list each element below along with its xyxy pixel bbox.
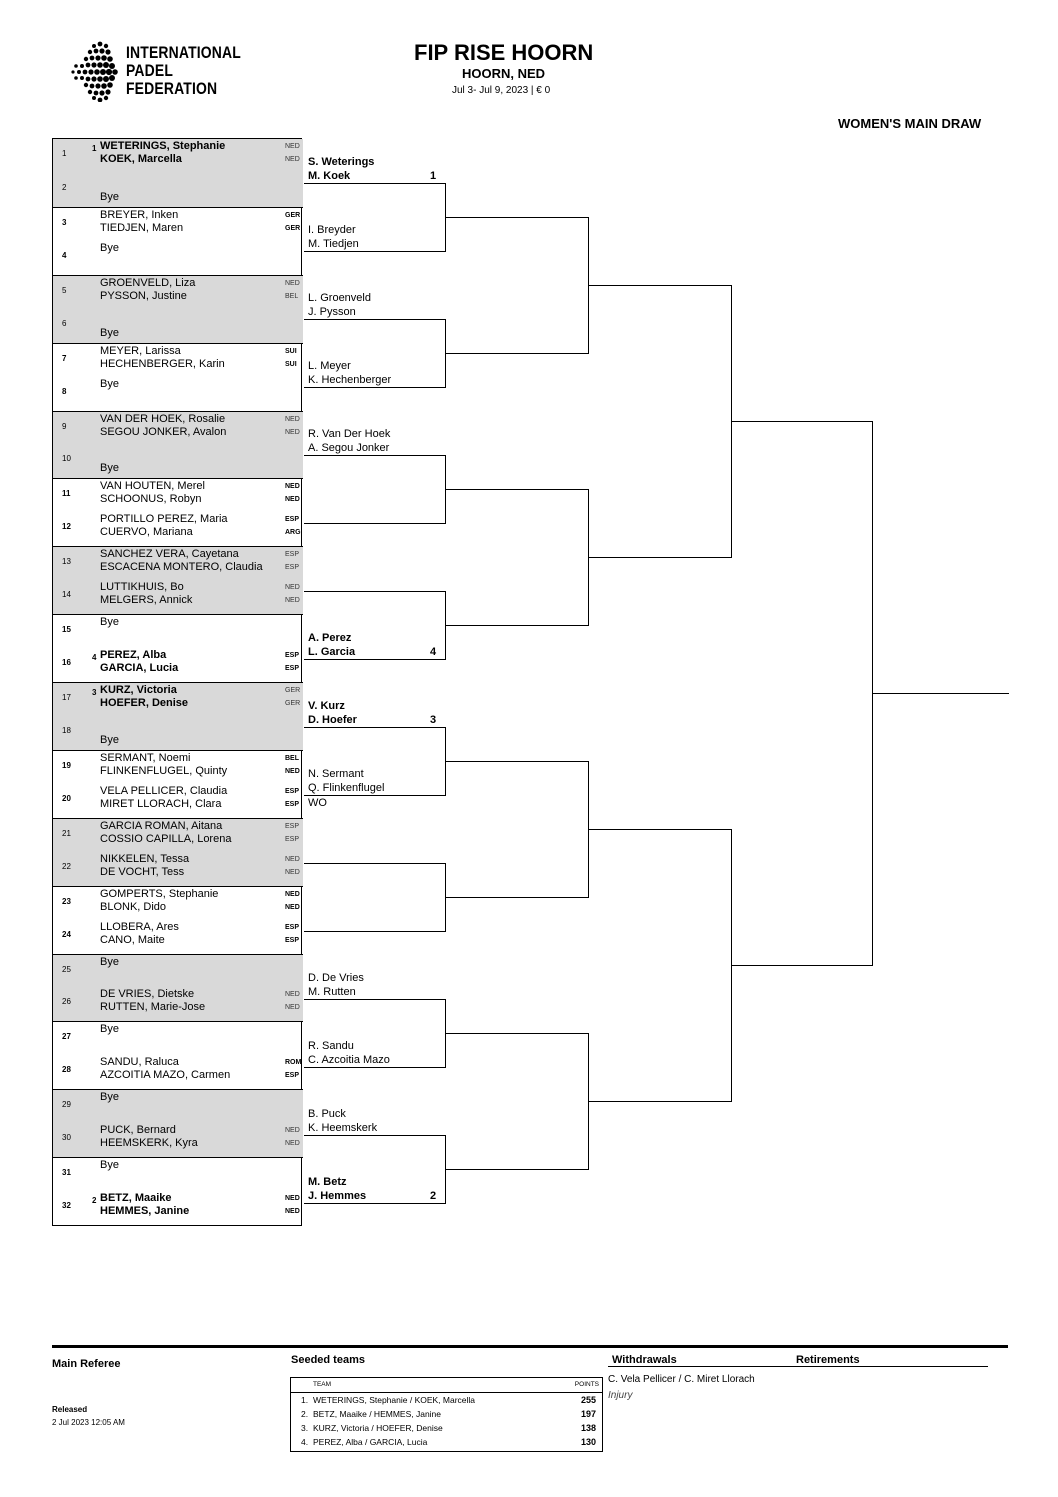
released-label: Released	[52, 1405, 88, 1414]
player-name-2: CUERVO, Mariana	[100, 526, 193, 539]
quarterfinal-line	[446, 489, 588, 490]
player-name-1: Bye	[100, 377, 119, 390]
player-name-2: SEGOU JONKER, Avalon	[100, 425, 227, 438]
round2-team-line1: R. Sandu	[308, 1040, 354, 1053]
seed-number: 3.	[301, 1423, 309, 1433]
player-name-2: SCHOONUS, Robyn	[100, 493, 202, 506]
draw-slot	[53, 648, 303, 682]
draw-position: 8	[62, 386, 67, 396]
player-name-1: Bye	[100, 955, 119, 968]
nationality-2: NED	[285, 597, 300, 605]
round2-line	[304, 1067, 446, 1068]
round2-team-line1: A. Perez	[308, 632, 352, 645]
seed-points: 255	[580, 1395, 596, 1405]
semifinal-line	[589, 557, 731, 558]
seed-team: PEREZ, Alba / GARCIA, Lucia	[313, 1437, 428, 1447]
round2-team-line2: C. Azcoitia Mazo	[308, 1054, 390, 1067]
draw-slot	[53, 580, 303, 614]
player-name-2: Bye	[100, 326, 119, 339]
draw-slot	[53, 275, 303, 309]
draw-position: 2	[62, 182, 67, 192]
player-name-2: Bye	[100, 733, 119, 746]
round2-team-line2: Q. Flinkenflugel	[308, 782, 385, 795]
player-name-1: PUCK, Bernard	[100, 1124, 176, 1137]
nationality-2: NED	[285, 1004, 300, 1012]
withdrawal-entry: C. Vela Pellicer / C. Miret Llorach	[608, 1374, 755, 1385]
seed-marker: 2	[92, 1196, 97, 1206]
nationality-2: ESP	[285, 564, 300, 572]
round2-seed: 3	[430, 714, 437, 727]
draw-position: 22	[62, 861, 71, 871]
nationality-1: NED	[285, 279, 300, 287]
nationality-2: ARG	[285, 529, 301, 537]
draw-slot	[53, 139, 303, 173]
round2-team-line2: D. Hoefer	[308, 714, 357, 727]
draw-slot	[53, 309, 303, 343]
draw-table	[52, 138, 302, 1226]
player-name-2: KOEK, Marcella	[100, 153, 182, 165]
nationality-1: ESP	[285, 551, 300, 559]
round2-line	[304, 931, 446, 932]
player-name-2: COSSIO CAPILLA, Lorena	[100, 832, 232, 845]
draw-position: 25	[62, 964, 71, 974]
round2-team-line1: L. Meyer	[308, 360, 351, 373]
player-name-1: Bye	[100, 1159, 119, 1172]
seed-marker: 1	[92, 144, 97, 153]
player-name-2: CANO, Maite	[100, 933, 165, 946]
draw-slot	[53, 1191, 303, 1225]
round2-team-line2: K. Hechenberger	[308, 374, 392, 387]
draw-slot	[53, 478, 303, 512]
seeded-teams-table	[290, 1377, 603, 1452]
round2-line	[304, 455, 446, 456]
draw-position: 19	[62, 760, 71, 770]
nationality-2: ESP	[285, 665, 300, 673]
round2-team-line1: I. Breyder	[308, 224, 356, 237]
player-name-1: GROENVELD, Liza	[100, 276, 196, 289]
round2-team-line1: R. Van Der Hoek	[308, 428, 391, 441]
seed-marker: 4	[92, 653, 97, 663]
semifinal-line	[589, 1101, 731, 1102]
draw-position: 4	[62, 250, 67, 260]
draw-position: 1	[62, 149, 67, 158]
player-name-2: ESCACENA MONTERO, Claudia	[100, 561, 263, 574]
nationality-1: GER	[285, 211, 301, 219]
quarterfinal-line	[446, 1033, 588, 1034]
round2-line	[304, 251, 446, 252]
draw-position: 28	[62, 1065, 71, 1075]
nationality-2: NED	[285, 156, 300, 163]
round2-team-line1: L. Groenveld	[308, 292, 371, 305]
seed-marker: 3	[92, 688, 97, 697]
round2-team-line2: K. Heemskerk	[308, 1122, 378, 1135]
draw-position: 14	[62, 590, 71, 600]
nationality-2: BEL	[285, 292, 299, 300]
withdrawals-rule	[608, 1366, 988, 1367]
draw-position: 20	[62, 793, 71, 803]
round2-line	[304, 795, 446, 796]
player-name-2: PYSSON, Justine	[100, 289, 187, 302]
nationality-2: NED	[285, 1140, 300, 1148]
draw-position: 18	[62, 725, 71, 735]
round2-team-line2: M. Rutten	[308, 986, 356, 999]
player-name-2: MIRET LLORACH, Clara	[100, 797, 222, 810]
nationality-2: NED	[285, 903, 300, 911]
draw-position: 27	[62, 1032, 71, 1042]
draw-position: 29	[62, 1100, 71, 1110]
player-name-2: MELGERS, Annick	[100, 594, 193, 607]
team-column-header: TEAM	[313, 1381, 332, 1388]
draw-slot	[53, 207, 303, 241]
round2-team-line1: S. Weterings	[308, 156, 375, 169]
player-name-2: HOEFER, Denise	[100, 697, 189, 709]
nationality-1: ROM	[285, 1059, 302, 1067]
round2-note: WO	[308, 797, 327, 810]
player-name-2: Bye	[100, 462, 119, 475]
player-name-2: TIEDJEN, Maren	[100, 221, 184, 234]
nationality-2: NED	[285, 496, 300, 504]
player-name-1: PORTILLO PEREZ, Maria	[100, 513, 228, 526]
draw-position: 11	[62, 489, 71, 499]
round2-team-line2: L. Garcia	[308, 646, 356, 659]
round2-team-line2: A. Segou Jonker	[308, 442, 390, 455]
player-name-1: LLOBERA, Ares	[100, 920, 179, 933]
player-name-1: SANDU, Raluca	[100, 1056, 179, 1069]
quarterfinal-line	[446, 1169, 588, 1170]
draw-position: 10	[62, 454, 71, 464]
seed-row	[291, 1395, 602, 1409]
player-name-1: MEYER, Larissa	[100, 344, 181, 357]
draw-position: 16	[62, 658, 71, 668]
player-name-1: Bye	[100, 1091, 119, 1104]
player-name-1: SANCHEZ VERA, Cayetana	[100, 548, 239, 561]
nationality-1: NED	[285, 855, 300, 863]
draw-position: 24	[62, 929, 71, 939]
quarterfinal-line	[446, 353, 588, 354]
nationality-2: SUI	[285, 360, 297, 368]
draw-position: 7	[62, 353, 67, 363]
round2-team-line1: D. De Vries	[308, 972, 364, 985]
semifinal-line	[589, 285, 731, 286]
round2-team-line2: J. Pysson	[308, 306, 356, 319]
logo-text-2: PADEL	[126, 61, 174, 80]
draw-slot	[53, 987, 303, 1021]
draw-position: 32	[62, 1201, 71, 1211]
nationality-1: GER	[285, 687, 301, 694]
player-name-2: Bye	[100, 190, 119, 203]
seeded-header-row	[291, 1380, 602, 1393]
tournament-title: FIP RISE HOORN	[414, 40, 594, 65]
player-name-1: VELA PELLICER, Claudia	[100, 784, 228, 797]
player-name-1: LUTTIKHUIS, Bo	[100, 581, 184, 594]
player-name-2: DE VOCHT, Tess	[100, 865, 185, 878]
nationality-1: NED	[285, 890, 300, 898]
draw-slot	[53, 682, 303, 716]
draw-position: 3	[62, 217, 67, 227]
draw-slot	[53, 716, 303, 750]
quarterfinal-line	[446, 761, 588, 762]
player-name-1: KURZ, Victoria	[100, 684, 177, 696]
round2-seed: 4	[430, 646, 437, 659]
player-name-1: DE VRIES, Dietske	[100, 988, 195, 1001]
nationality-1: ESP	[285, 822, 300, 830]
draw-slot	[53, 852, 303, 886]
player-name-1: Bye	[100, 1023, 119, 1036]
nationality-1: NED	[285, 584, 300, 592]
draw-position: 5	[62, 285, 67, 295]
round2-seed: 2	[430, 1190, 437, 1203]
seed-team: WETERINGS, Stephanie / KOEK, Marcella	[313, 1395, 476, 1405]
nationality-1: NED	[285, 143, 300, 150]
draw-slot	[53, 546, 303, 580]
retirements-label: Retirements	[796, 1354, 860, 1366]
draw-slot	[53, 920, 303, 954]
draw-slot	[53, 818, 303, 852]
draw-position: 9	[62, 421, 67, 431]
nationality-2: ESP	[285, 835, 300, 843]
footer-rule	[52, 1345, 1008, 1348]
player-name-1: BETZ, Maaike	[100, 1192, 172, 1205]
player-name-1: VAN DER HOEK, Rosalie	[100, 412, 226, 425]
player-name-1: VAN HOUTEN, Merel	[100, 480, 205, 493]
player-name-2: AZCOITIA MAZO, Carmen	[100, 1069, 231, 1082]
nationality-2: NED	[285, 428, 300, 436]
round2-line	[304, 999, 446, 1000]
player-name-1: Bye	[100, 616, 119, 629]
draw-slot	[53, 343, 303, 377]
withdrawals-label: Withdrawals	[612, 1354, 677, 1366]
nationality-1: ESP	[285, 787, 300, 795]
round2-team-line2: M. Tiedjen	[308, 238, 359, 251]
logo-text-1: INTERNATIONAL	[126, 43, 241, 62]
draw-slot	[53, 241, 303, 275]
draw-slot	[53, 377, 303, 411]
nationality-1: ESP	[285, 923, 300, 931]
draw-slot	[53, 1123, 303, 1157]
nationality-1: NED	[285, 1127, 300, 1135]
quarterfinal-line	[446, 217, 588, 218]
champion-line	[873, 693, 1009, 694]
round2-team-line1: M. Betz	[308, 1176, 347, 1189]
main-referee-label: Main Referee	[52, 1358, 121, 1370]
round2-line	[304, 863, 446, 864]
seed-team: KURZ, Victoria / HOEFER, Denise	[313, 1423, 443, 1433]
round2-team-line2: M. Koek	[308, 170, 351, 183]
draw-slot	[53, 444, 303, 478]
nationality-2: GER	[285, 700, 301, 707]
nationality-2: ESP	[285, 936, 300, 944]
round2-team-line1: N. Sermant	[308, 768, 364, 781]
nationality-1: ESP	[285, 516, 300, 524]
draw-position: 6	[62, 318, 67, 328]
round2-line	[304, 727, 446, 728]
nationality-2: ESP	[285, 1072, 300, 1080]
released-value: 2 Jul 2023 12:05 AM	[52, 1418, 125, 1427]
nationality-1: NED	[285, 1195, 300, 1203]
nationality-1: NED	[285, 415, 300, 423]
draw-slot	[53, 1157, 303, 1191]
draw-position: 31	[62, 1168, 71, 1178]
round2-line	[304, 387, 446, 388]
draw-slot	[53, 173, 303, 207]
draw-slot	[53, 1089, 303, 1123]
player-name-2: HEMMES, Janine	[100, 1205, 190, 1218]
nationality-1: BEL	[285, 754, 299, 762]
nationality-1: SUI	[285, 347, 297, 355]
player-name-1: NIKKELEN, Tessa	[100, 852, 190, 865]
seeded-teams-label: Seeded teams	[291, 1354, 365, 1366]
seed-points: 197	[580, 1409, 596, 1419]
nationality-2: GER	[285, 224, 301, 232]
tournament-location: HOORN, NED	[462, 66, 546, 81]
draw-slot	[53, 411, 303, 445]
round2-line	[304, 183, 446, 184]
player-name-2: RUTTEN, Marie-Jose	[100, 1001, 206, 1014]
final-line	[732, 965, 872, 966]
final-line	[732, 421, 872, 422]
round2-line	[304, 1135, 446, 1136]
nationality-2: NED	[285, 767, 300, 775]
seed-team: BETZ, Maaike / HEMMES, Janine	[313, 1409, 442, 1419]
nationality-1: ESP	[285, 652, 300, 660]
player-name-1: WETERINGS, Stephanie	[100, 140, 226, 152]
logo-text-3: FEDERATION	[126, 79, 218, 98]
player-name-2: HEEMSKERK, Kyra	[100, 1137, 198, 1150]
seed-points: 138	[580, 1423, 596, 1433]
draw-position: 26	[62, 997, 71, 1007]
player-name-1: GARCIA ROMAN, Aitana	[100, 819, 223, 832]
draw-position: 12	[62, 522, 71, 532]
draw-title: WOMEN'S MAIN DRAW	[838, 116, 982, 131]
draw-slot	[53, 784, 303, 818]
nationality-1: NED	[285, 991, 300, 999]
round2-team-line1: V. Kurz	[308, 700, 345, 713]
tournament-dates: Jul 3- Jul 9, 2023 | € 0	[452, 85, 551, 96]
draw-slot	[53, 614, 303, 648]
seed-number: 4.	[301, 1437, 309, 1447]
round2-seed: 1	[430, 170, 437, 183]
draw-position: 13	[62, 557, 71, 567]
seed-row	[291, 1409, 602, 1423]
nationality-2: NED	[285, 1208, 300, 1216]
round2-line	[304, 591, 446, 592]
player-name-2: GARCIA, Lucia	[100, 662, 179, 675]
quarterfinal-line	[446, 625, 588, 626]
player-name-1: BREYER, Inken	[100, 208, 179, 221]
player-name-2: FLINKENFLUGEL, Quinty	[100, 764, 228, 777]
quarterfinal-line	[446, 897, 588, 898]
draw-position: 23	[62, 896, 71, 906]
round2-team-line1: B. Puck	[308, 1108, 346, 1121]
draw-slot	[53, 886, 303, 920]
withdrawal-reason: Injury	[608, 1390, 633, 1401]
round2-line	[304, 523, 446, 524]
draw-slot	[53, 954, 303, 988]
nationality-2: NED	[285, 868, 300, 876]
draw-position: 17	[62, 693, 71, 702]
draw-position: 21	[62, 828, 71, 838]
nationality-2: ESP	[285, 800, 300, 808]
seed-row	[291, 1437, 602, 1451]
draw-slot	[53, 750, 303, 784]
player-name-2: HECHENBERGER, Karin	[100, 357, 225, 370]
fip-logo	[70, 40, 120, 102]
round2-line	[304, 1203, 446, 1204]
points-column-header: POINTS	[574, 1381, 599, 1388]
player-name-1: SERMANT, Noemi	[100, 751, 191, 764]
seed-points: 130	[580, 1437, 596, 1447]
round2-line	[304, 659, 446, 660]
draw-position: 15	[62, 625, 71, 635]
round2-line	[304, 319, 446, 320]
draw-slot	[53, 1055, 303, 1089]
semifinal-line	[589, 829, 731, 830]
player-name-1: PEREZ, Alba	[100, 649, 167, 662]
player-name-1: Bye	[100, 241, 119, 254]
seed-number: 2.	[301, 1409, 309, 1419]
draw-slot	[53, 1021, 303, 1055]
player-name-2: BLONK, Dido	[100, 900, 167, 913]
seed-number: 1.	[301, 1395, 309, 1405]
player-name-1: GOMPERTS, Stephanie	[100, 887, 219, 900]
round2-team-line2: J. Hemmes	[308, 1190, 367, 1203]
nationality-1: NED	[285, 483, 300, 491]
draw-slot	[53, 512, 303, 546]
draw-position: 30	[62, 1133, 71, 1143]
seed-row	[291, 1423, 602, 1437]
